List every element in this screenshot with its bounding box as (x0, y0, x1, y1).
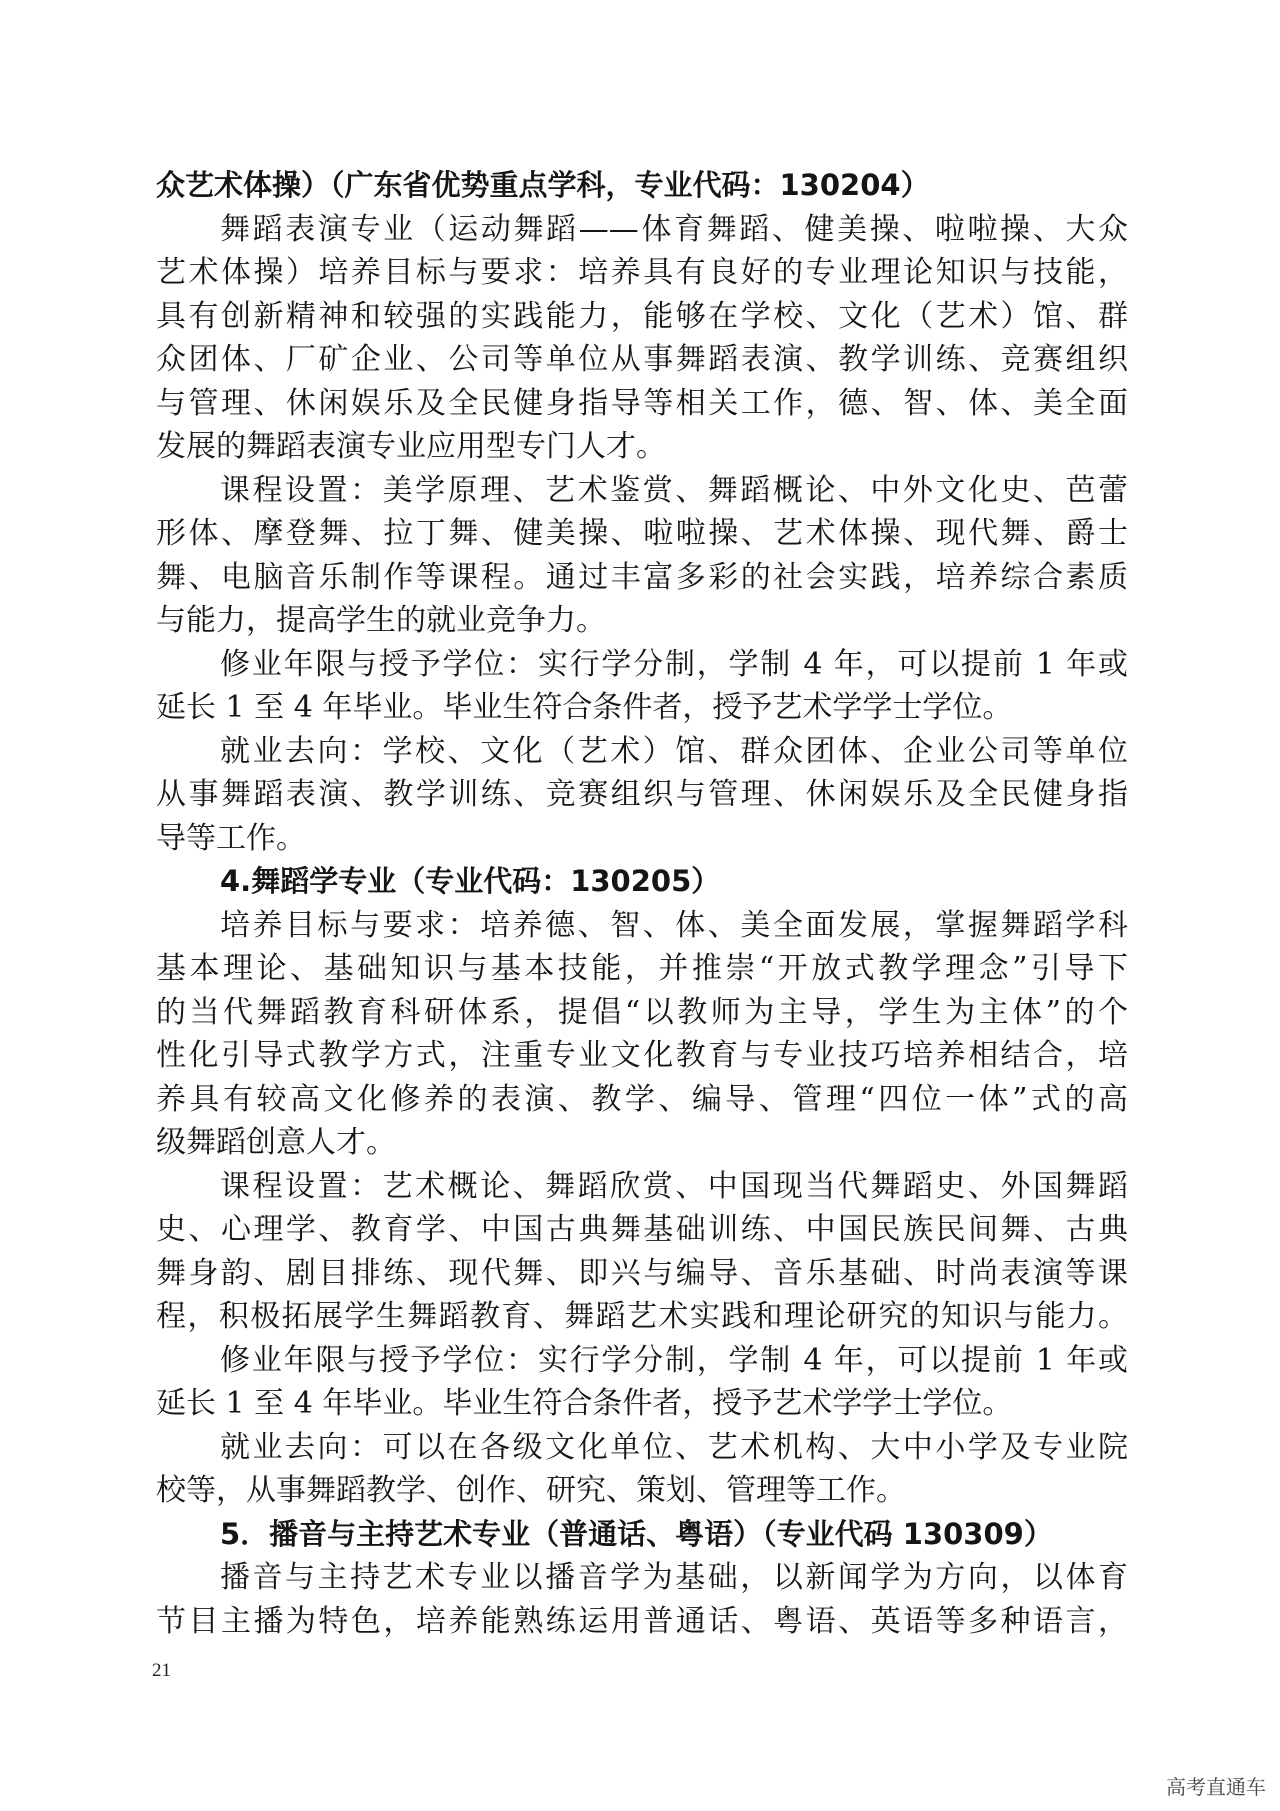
paragraph-line: 导等工作。 (156, 820, 306, 856)
paragraph-line: 众团体、厂矿企业、公司等单位从事舞蹈表演、教学训练、竞赛组织 (156, 342, 1128, 377)
paragraph-line: 与管理、休闲娱乐及全民健身指导等相关工作，德、智、体、美全面 (156, 385, 1128, 421)
paragraph-line: 修业年限与授予学位：实行学分制，学制 4 年，可以提前 1 年或 (220, 1342, 1128, 1378)
paragraph-line: 延长 1 至 4 年毕业。毕业生符合条件者，授予艺术学学士学位。 (156, 690, 1013, 725)
paragraph-line: 就业去向：学校、文化（艺术）馆、群众团体、企业公司等单位 (220, 733, 1128, 769)
paragraph-line: 养具有较高文化修养的表演、教学、编导、管理“四位一体”式的高 (156, 1081, 1128, 1117)
paragraph-line: 修业年限与授予学位：实行学分制，学制 4 年，可以提前 1 年或 (220, 646, 1128, 682)
paragraph-line: 发展的舞蹈表演专业应用型专门人才。 (156, 429, 666, 464)
paragraph-line: 级舞蹈创意人才。 (156, 1125, 396, 1160)
paragraph-line: 程，积极拓展学生舞蹈教育、舞蹈艺术实践和理论研究的知识与能力。 (156, 1299, 1128, 1334)
section-heading: 众艺术体操）（广东省优势重点学科，专业代码：130204） (156, 168, 930, 202)
paragraph-line: 与能力，提高学生的就业竞争力。 (156, 603, 606, 638)
paragraph-line: 史、心理学、教育学、中国古典舞基础训练、中国民族民间舞、古典 (156, 1212, 1128, 1247)
paragraph-line: 性化引导式教学方式，注重专业文化教育与专业技巧培养相结合，培 (156, 1038, 1128, 1073)
section-heading: 5．播音与主持艺术专业（普通话、粤语）（专业代码 130309） (220, 1516, 1053, 1551)
paragraph-line: 艺术体操）培养目标与要求：培养具有良好的专业理论知识与技能， (156, 255, 1128, 290)
paragraph-line: 培养目标与要求：培养德、智、体、美全面发展，掌握舞蹈学科 (220, 907, 1128, 943)
watermark: 高考直通车 (1166, 1775, 1266, 1799)
document-body (156, 164, 1128, 1643)
paragraph-line: 课程设置：美学原理、艺术鉴赏、舞蹈概论、中外文化史、芭蕾 (220, 472, 1128, 508)
paragraph-line: 校等，从事舞蹈教学、创作、研究、策划、管理等工作。 (156, 1473, 906, 1508)
paragraph-line: 播音与主持艺术专业以播音学为基础，以新闻学为方向，以体育 (220, 1560, 1128, 1595)
paragraph-line: 从事舞蹈表演、教学训练、竞赛组织与管理、休闲娱乐及全民健身指 (156, 777, 1128, 812)
page-number: 21 (152, 1660, 171, 1681)
paragraph-line: 节目主播为特色，培养能熟练运用普通话、粤语、英语等多种语言， (156, 1603, 1128, 1639)
paragraph-line: 的当代舞蹈教育科研体系，提倡“以教师为主导，学生为主体”的个 (156, 994, 1128, 1030)
paragraph-line: 课程设置：艺术概论、舞蹈欣赏、中国现当代舞蹈史、外国舞蹈 (220, 1168, 1128, 1204)
paragraph-line: 就业去向：可以在各级文化单位、艺术机构、大中小学及专业院 (220, 1429, 1128, 1465)
paragraph-line: 舞身韵、剧目排练、现代舞、即兴与编导、音乐基础、时尚表演等课 (156, 1255, 1128, 1291)
paragraph-line: 舞、电脑音乐制作等课程。通过丰富多彩的社会实践，培养综合素质 (156, 559, 1128, 595)
paragraph-line: 具有创新精神和较强的实践能力，能够在学校、文化（艺术）馆、群 (156, 298, 1128, 334)
paragraph-line: 舞蹈表演专业（运动舞蹈——体育舞蹈、健美操、啦啦操、大众 (220, 211, 1128, 247)
section-heading: 4.舞蹈学专业（专业代码：130205） (220, 864, 721, 898)
paragraph-line: 延长 1 至 4 年毕业。毕业生符合条件者，授予艺术学学士学位。 (156, 1386, 1013, 1421)
paragraph-line: 形体、摩登舞、拉丁舞、健美操、啦啦操、艺术体操、现代舞、爵士 (156, 516, 1128, 551)
paragraph-line: 基本理论、基础知识与基本技能，并推崇“开放式教学理念”引导下 (156, 951, 1128, 986)
